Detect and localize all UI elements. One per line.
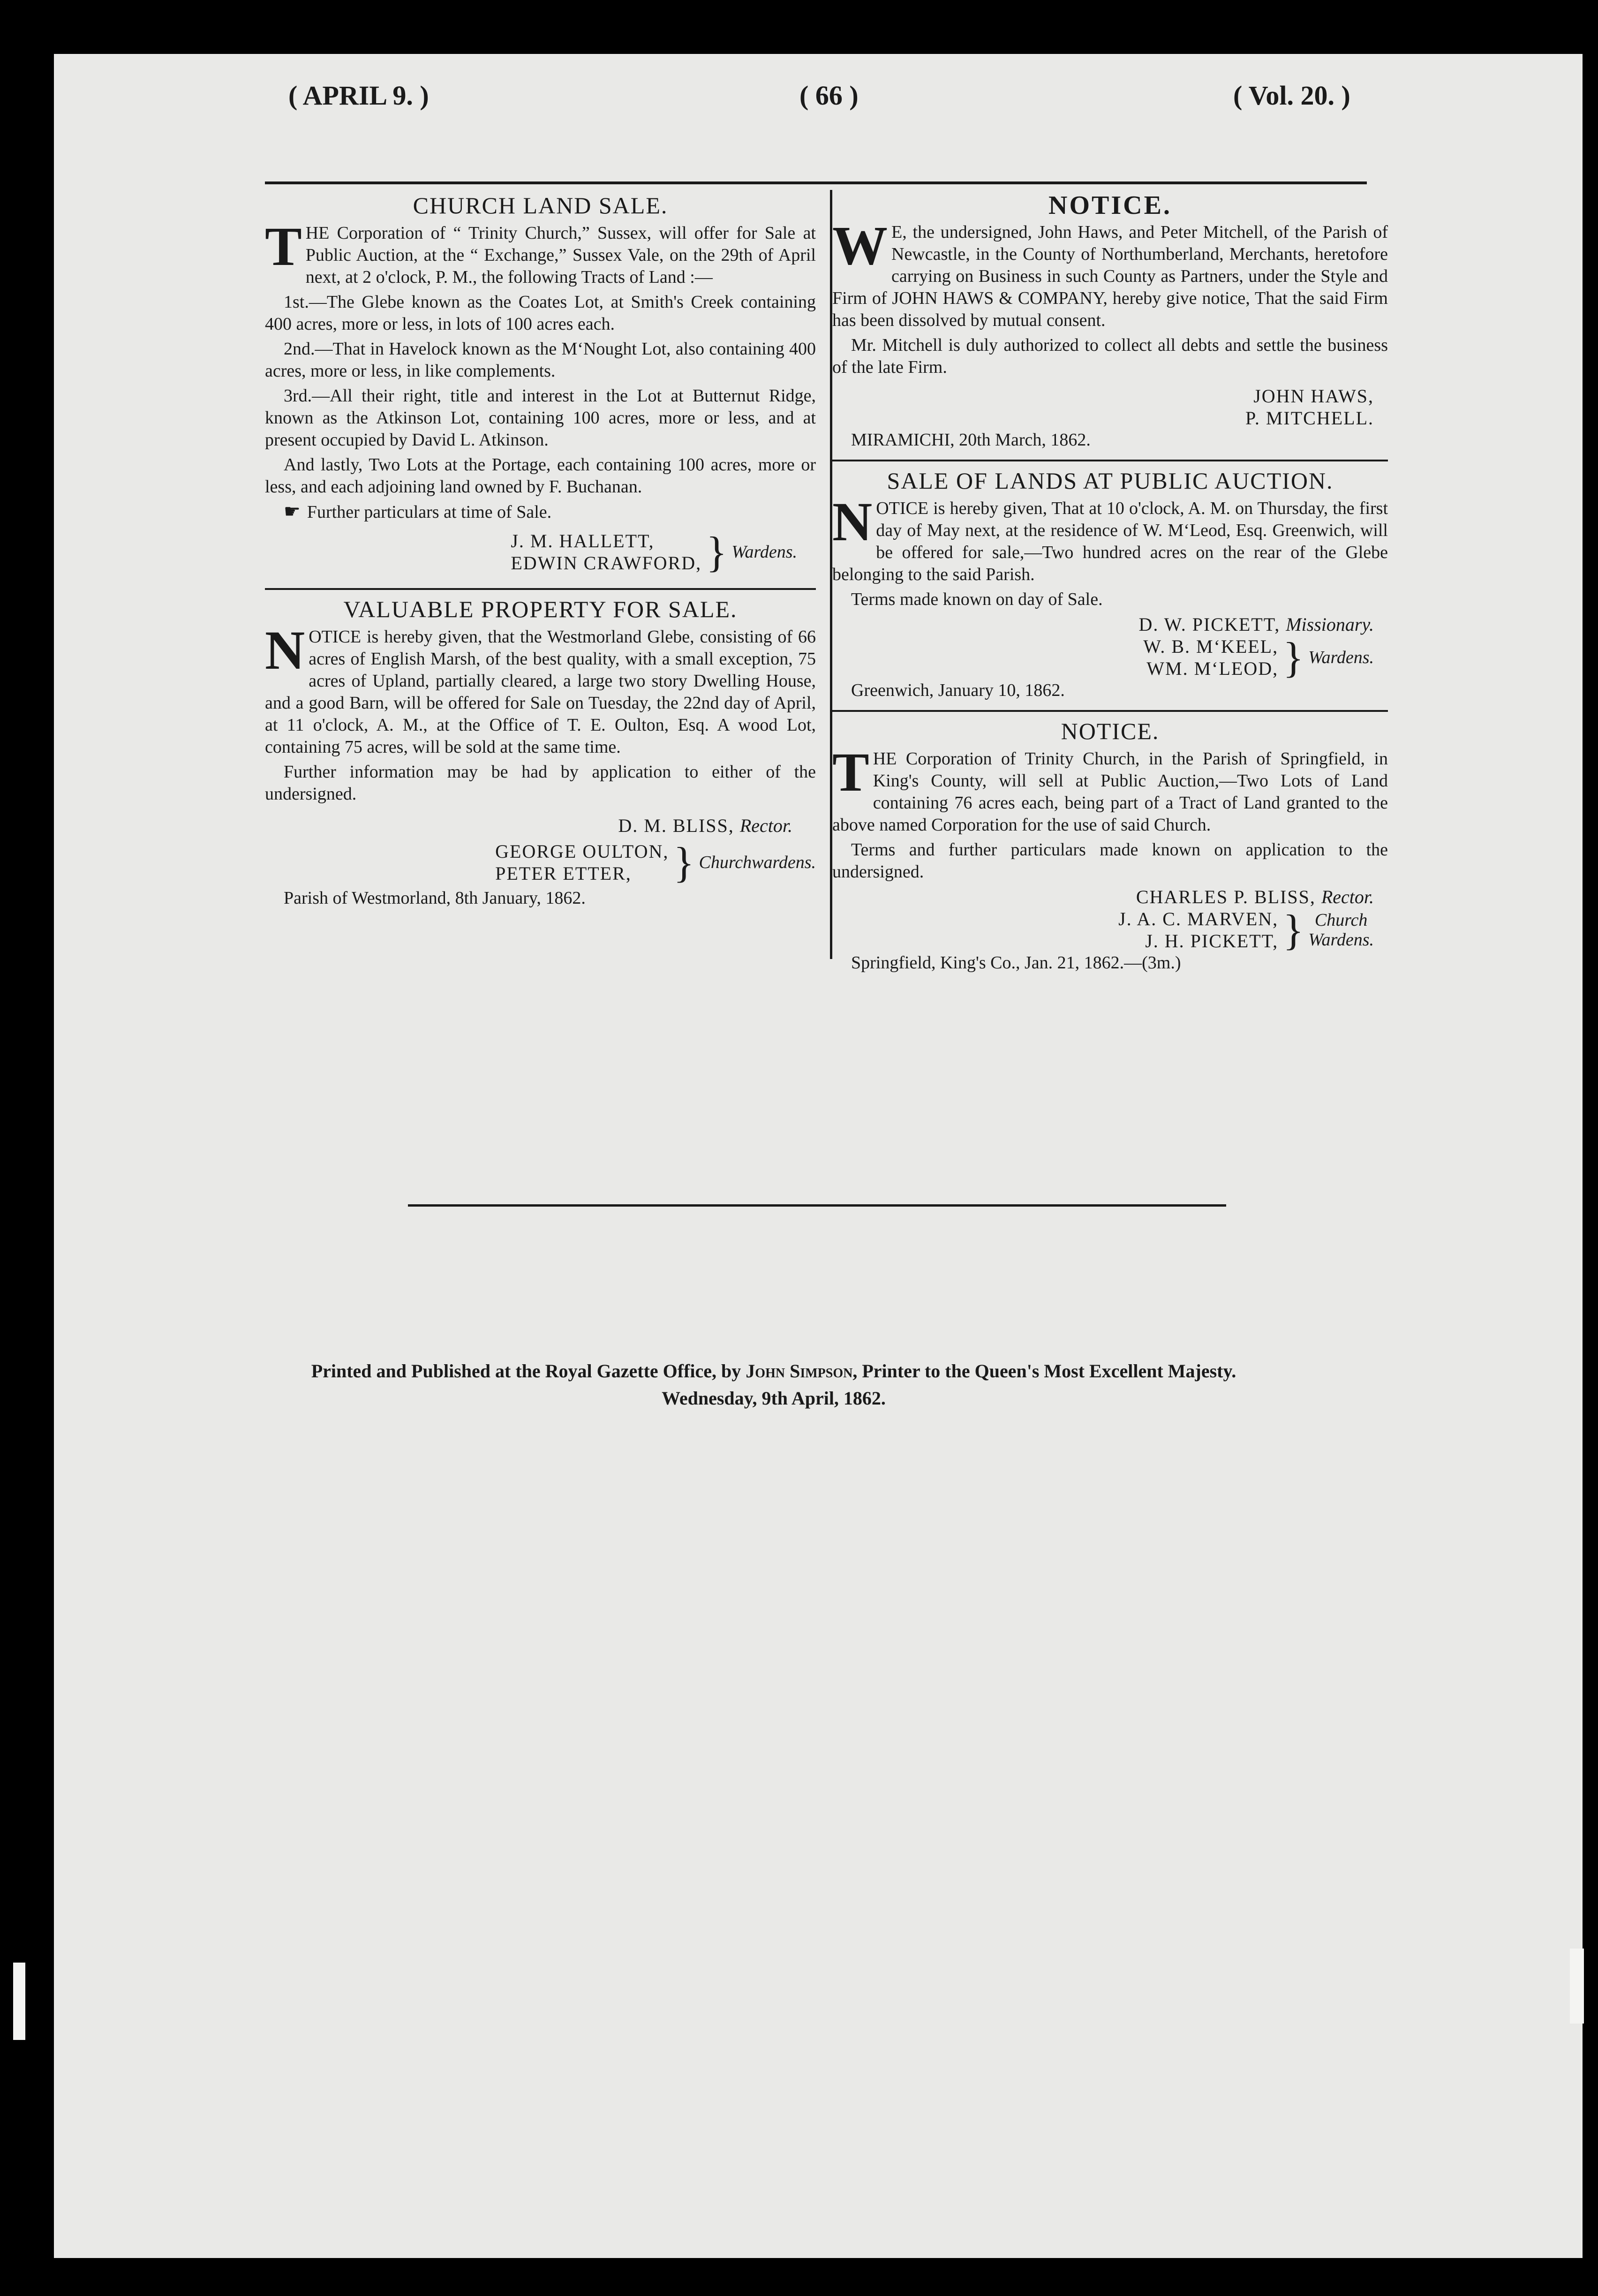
sale-of-lands-body: NOTICE is hereby given, That at 10 o'clock, A. M. on Thursday, the first day of May next, at the residence of W. M‘Leod, Esq. Greenwich, will be offered for sale,—Two hundred acres on the rear of the Glebe belonging to the said Parish. — [832, 491, 1388, 584]
signature-role: Churchwardens. — [699, 852, 816, 872]
signature-name: W. B. M‘KEEL, — [1143, 636, 1279, 657]
bottom-rule — [408, 1204, 1226, 1207]
signature-name: J. M. HALLETT, — [511, 530, 655, 551]
signature-role: Wardens. — [1308, 647, 1374, 667]
place-date: Springfield, King's Co., Jan. 21, 1862.—(3m.) — [851, 953, 1181, 973]
signature-name: WM. M‘LEOD, — [1146, 658, 1279, 679]
pointing-hand-icon: ☛ — [284, 501, 301, 522]
signature-name: J. A. C. MARVEN, — [1118, 908, 1279, 929]
church-land-sale-item: And lastly, Two Lots at the Portage, each containing 100 acres, more or less, and each adjoining land owned by F. Buchanan. — [265, 455, 816, 497]
church-land-sale-intro: THE Corporation of “ Trinity Church,” Sussex, will offer for Sale at Public Auction, at the “ Exchange,” Sussex Vale, on the 29th of April next, at 2 o'clock, P. M., the following Tracts of Land :— — [265, 216, 816, 287]
header-volume: ( Vol. 20. ) — [1233, 80, 1350, 111]
further-particulars: ☛ Further particulars at time of Sale. — [284, 501, 552, 522]
further-information: Further information may be had by application to either of the undersigned. — [265, 762, 816, 804]
church-land-sale-item: 2nd.—That in Havelock known as the M‘Nought Lot, also containing 400 acres, more or less, in like complements. — [265, 339, 816, 381]
place-date: Parish of Westmorland, 8th January, 1862. — [284, 888, 586, 908]
valuable-property-body: NOTICE is hereby given, that the Westmorland Glebe, consisting of 66 acres of English Marsh, of the best quality, with a small exception, 75 acres of Upland, partially cleared, a large two story Dwelling House, and a good Barn, will be offered for Sale on Tuesday, the 22nd day of April, at 11 o'clock, A. M., at the Office of T. E. Oulton, Esq. A wood Lot, containing 75 acres, will be sold at the same time. — [265, 619, 816, 757]
church-land-sale-title: CHURCH LAND SALE. — [413, 192, 668, 219]
signature-name: PETER ETTER, — [495, 863, 632, 884]
church-wardens-signatures — [832, 908, 1388, 952]
signature-role: Church Wardens. — [1308, 910, 1374, 950]
section-divider — [265, 588, 816, 590]
section-divider — [832, 460, 1388, 461]
missionary-signature: D. W. PICKETT, Missionary. — [1138, 614, 1374, 635]
section-divider — [832, 710, 1388, 712]
drop-cap: N — [832, 491, 873, 552]
notice-body: W E, the undersigned, John Haws, and Peter Mitchell, of the Parish of Newcastle, in the County of Northumberland, Merchants, heretofore carrying on Business in such County as Partners, under the Style and Firm of JOHN HAWS & COMPANY, hereby give notice, That the said Firm has been dissolved by mutual consent. — [832, 215, 1388, 330]
sale-of-lands-terms: Terms made known on day of Sale. — [851, 589, 1103, 609]
sale-of-lands-title: SALE OF LANDS AT PUBLIC AUCTION. — [887, 468, 1334, 494]
notice-title: NOTICE. — [1061, 718, 1160, 744]
signature-name: P. MITCHELL. — [1245, 408, 1374, 429]
rector-signature: D. M. BLISS, Rector. — [618, 815, 792, 836]
printer-name: John Simpson — [746, 1360, 853, 1382]
right-column — [832, 191, 1388, 977]
churchwardens-signatures — [265, 840, 816, 884]
notice-signatures — [832, 385, 1388, 429]
signature-name: EDWIN CRAWFORD, — [511, 552, 702, 574]
signature-name: J. H. PICKETT, — [1145, 930, 1279, 952]
header-page-number: ( 66 ) — [799, 80, 859, 111]
notice-terms: Terms and further particulars made known on application to the undersigned. — [832, 840, 1388, 882]
drop-cap: W — [832, 215, 888, 276]
church-land-sale-item: 3rd.—All their right, title and interest in the Lot at Butternut Ridge, known as the Atkinson Lot, containing 100 acres, more or less, and at present occupied by David L. Atkinson. — [265, 386, 816, 450]
brace-icon: } — [1283, 906, 1304, 954]
valuable-property-title: VALUABLE PROPERTY FOR SALE. — [343, 596, 738, 622]
edge-tab-right — [1570, 1949, 1584, 2024]
signature-role: Wardens. — [731, 542, 797, 562]
notice-authorized: Mr. Mitchell is duly authorized to collect all debts and settle the business of the late Firm. — [832, 335, 1388, 377]
place-date: MIRAMICHI, 20th March, 1862. — [851, 430, 1091, 450]
notice-body: THE Corporation of Trinity Church, in the Parish of Springfield, in King's County, will sell at Public Auction,—Two Lots of Land containing 76 acres each, being part of a Tract of Land granted to the above named Corporation for the use of said Church. — [832, 741, 1388, 835]
header-date: ( APRIL 9. ) — [288, 80, 429, 111]
church-land-sale-signatures — [265, 530, 816, 574]
drop-cap: T — [832, 741, 869, 803]
rector-signature: CHARLES P. BLISS, Rector. — [1136, 886, 1374, 907]
brace-icon: } — [706, 528, 727, 576]
imprint-date: Wednesday, 9th April, 1862. — [662, 1388, 886, 1409]
drop-cap: T — [265, 216, 302, 277]
signature-name: GEORGE OULTON, — [495, 841, 669, 862]
drop-cap: N — [265, 619, 305, 681]
imprint-line-1: Printed and Published at the Royal Gazette Office, by John Simpson, Printer to the Queen's Most Excellent Majesty. — [311, 1360, 1236, 1382]
brace-icon: } — [673, 838, 694, 886]
imprint — [141, 1358, 1407, 1412]
church-land-sale-item: 1st.—The Glebe known as the Coates Lot, at Smith's Creek containing 400 acres, more or less, in lots of 100 acres each. — [265, 292, 816, 334]
place-date: Greenwich, January 10, 1862. — [851, 680, 1065, 700]
notice-title: NOTICE. — [1048, 191, 1172, 220]
brace-icon: } — [1283, 634, 1304, 681]
wardens-signatures — [832, 635, 1388, 680]
edge-tab-left — [13, 1963, 25, 2040]
left-column — [265, 192, 816, 912]
header-rule — [265, 181, 1367, 184]
signature-name: JOHN HAWS, — [1253, 385, 1374, 407]
